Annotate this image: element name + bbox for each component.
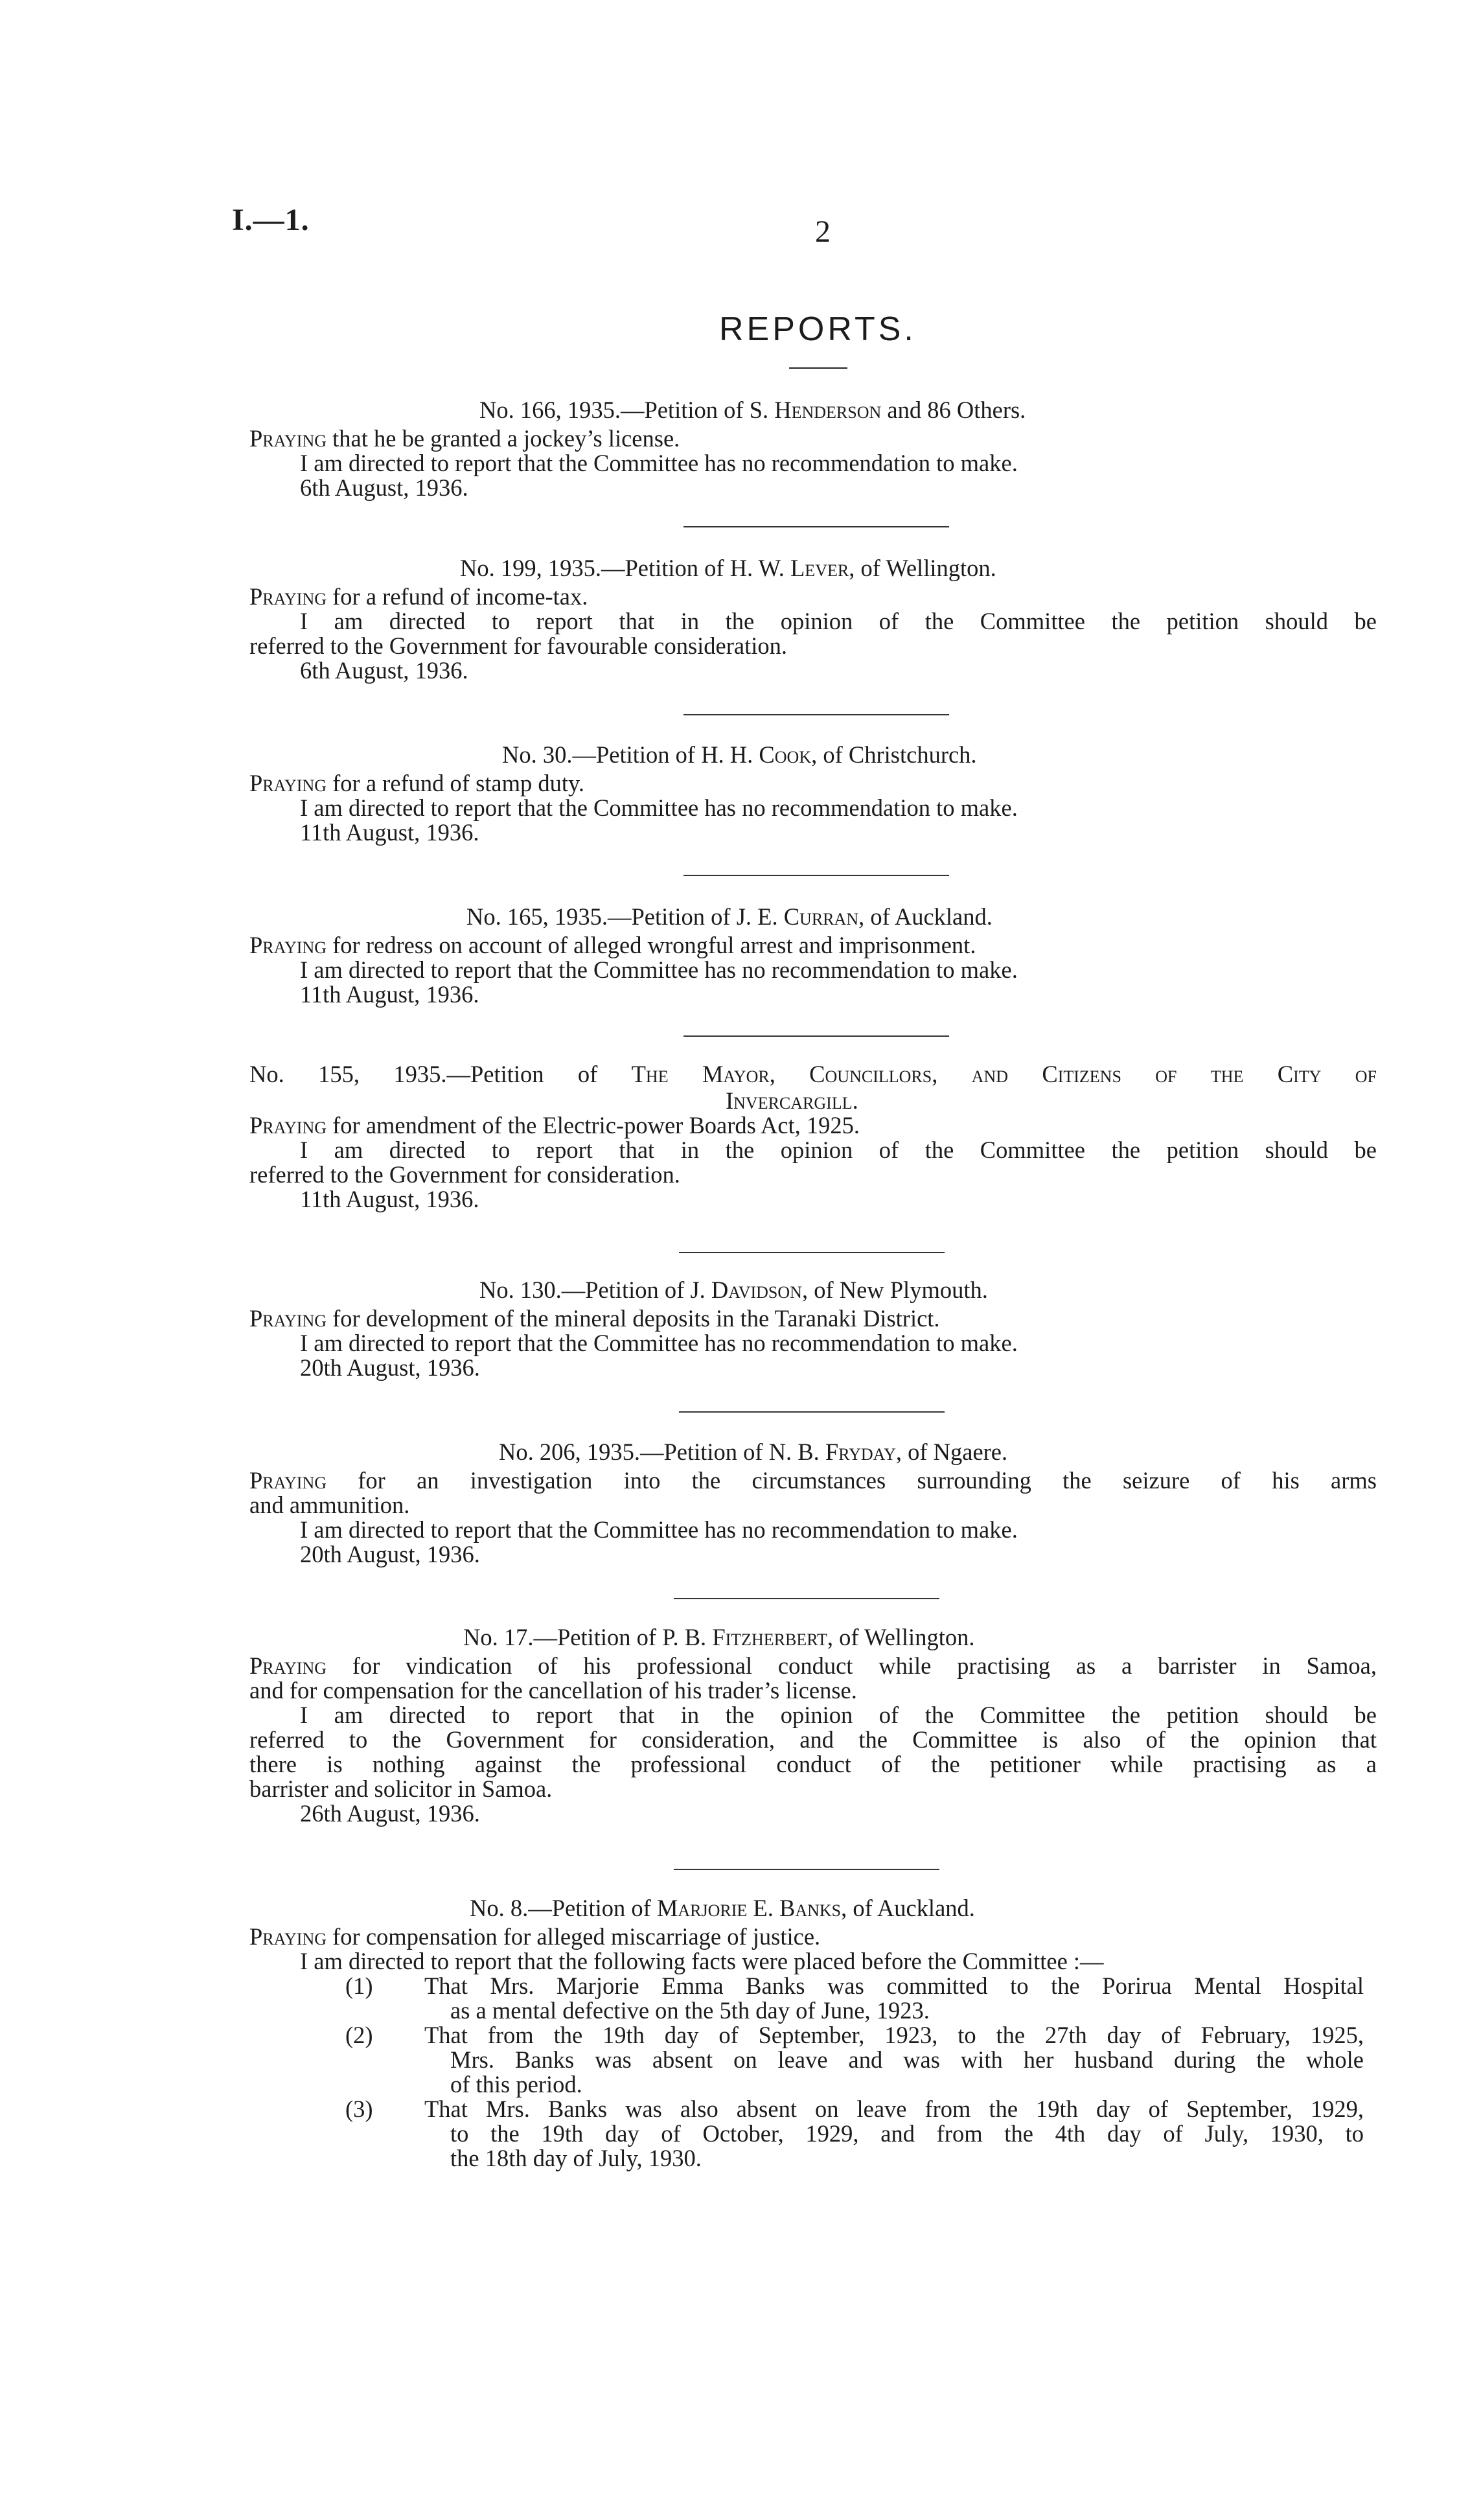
praying-line-cont: and for compensation for the cancellation of his trader’s license. [249,1677,857,1704]
document-code: I.—1. [232,203,310,237]
report-line: I am directed to report that the following facts were placed before the Committee :— [300,1948,1104,1974]
list-item-text: to the 19th day of October, 1929, and from the 4th day of July, 1930, to [450,2120,1364,2147]
page-number: 2 [815,214,831,249]
petitioner-name: Curran [783,903,859,930]
petition-heading: No. 130.—Petition of J. Davidson, of New Plymouth. [479,1277,988,1303]
praying-line: Praying that he be granted a jockey’s license. [249,425,680,452]
report-date: 20th August, 1936. [300,1541,480,1567]
list-item [249,1974,1377,2023]
petition-130 [249,1274,1377,1380]
list-item-number: (1) [345,1972,373,1999]
report-line: referred to the Government for consideration. [249,1161,680,1188]
report-line: I am directed to report that in the opinion of the Committee the petition should be [300,1702,1377,1728]
list-item-text: That Mrs. Banks was also absent on leave from the 19th day of September, 1929, [424,2096,1364,2122]
report-line: I am directed to report that in the opinion of the Committee the petition should be [300,1137,1377,1163]
report-date: 26th August, 1936. [300,1800,480,1827]
list-item-text: the 18th day of July, 1930. [450,2145,702,2171]
petitioner-name: Marjorie E. Banks [656,1895,842,1921]
praying-line-cont: and ammunition. [249,1492,410,1518]
report-line: I am directed to report that the Committee has no recommendation to make. [300,956,1018,983]
report-line: I am directed to report that in the opinion of the Committee the petition should be [300,608,1377,634]
report-line: there is nothing against the professional conduct of the petitioner while practising as a [249,1751,1377,1777]
section-rule [683,875,949,876]
report-line: I am directed to report that the Committee has no recommendation to make. [300,1516,1018,1543]
praying-line: Praying for vindication of his professional conduct while practising as a barrister in Samoa, [249,1652,1377,1679]
petition-165 [249,901,1377,1007]
list-item-text: That Mrs. Marjorie Emma Banks was committed to the Porirua Mental Hospital [424,1972,1364,1999]
petition-166 [249,394,1377,500]
praying-line: Praying for development of the mineral deposits in the Taranaki District. [249,1305,940,1332]
section-rule [679,1252,945,1253]
petition-155 [249,1060,1377,1212]
petition-199 [249,552,1377,683]
list-item-text: of this period. [450,2071,582,2098]
report-line: referred to the Government for favourable consideration. [249,632,788,659]
section-rule [674,1869,939,1870]
report-line: I am directed to report that the Committee has no recommendation to make. [300,450,1018,476]
petition-heading: No. 17.—Petition of P. B. Fitzherbert, of Wellington. [463,1624,975,1650]
section-rule [683,714,949,715]
report-date: 20th August, 1936. [300,1354,480,1381]
report-date: 11th August, 1936. [300,1186,479,1212]
page-title: REPORTS. [719,310,917,348]
petitioner-name-cont: Invercargill. [726,1087,858,1114]
petitioner-name: Davidson [711,1277,802,1303]
list-item-text: Mrs. Banks was absent on leave and was with her husband during the whole [450,2046,1364,2073]
report-date: 11th August, 1936. [300,819,479,846]
section-rule [683,526,949,527]
praying-line: Praying for redress on account of alleged wrongful arrest and imprisonment. [249,932,976,958]
section-rule [683,1035,949,1037]
petitioner-name: Fryday [825,1439,896,1465]
petition-heading: No. 8.—Petition of Marjorie E. Banks, of Auckland. [470,1895,975,1921]
list-item-text: That from the 19th day of September, 1923, to the 27th day of February, 1925, [424,2022,1364,2048]
petition-8 [249,1892,1377,2171]
praying-line: Praying for compensation for alleged miscarriage of justice. [249,1923,821,1950]
praying-line: Praying for a refund of stamp duty. [249,770,585,796]
list-item-number: (3) [345,2096,373,2122]
petition-30 [249,739,1377,845]
petition-heading: No. 155, 1935.—Petition of The Mayor, Councillors, and Citizens of the City of [249,1061,1377,1087]
petition-heading: No. 206, 1935.—Petition of N. B. Fryday, of Ngaere. [499,1439,1008,1465]
section-rule [679,1411,945,1413]
report-date: 11th August, 1936. [300,981,479,1008]
list-item-number: (2) [345,2022,373,2048]
petition-206 [249,1436,1377,1567]
praying-line: Praying for amendment of the Electric-power Boards Act, 1925. [249,1112,860,1139]
petition-17 [249,1621,1377,1826]
petitioner-name: Fitzherbert [712,1624,827,1650]
praying-line: Praying for an investigation into the circumstances surrounding the seizure of his arms [249,1467,1377,1494]
report-date: 6th August, 1936. [300,474,468,501]
title-rule [789,367,847,369]
petition-heading: No. 30.—Petition of H. H. Cook, of Christchurch. [502,741,977,768]
list-item [249,2023,1377,2097]
petition-heading: No. 166, 1935.—Petition of S. Henderson and 86 Others. [479,397,1026,423]
praying-line: Praying for a refund of income-tax. [249,583,588,610]
list-item [249,2097,1377,2171]
petitioner-name: Lever [790,555,849,581]
report-date: 6th August, 1936. [300,657,468,684]
petition-heading: No. 199, 1935.—Petition of H. W. Lever, of Wellington. [460,555,996,581]
list-item-text: as a mental defective on the 5th day of June, 1923. [450,1997,930,2024]
petition-heading: No. 165, 1935.—Petition of J. E. Curran, of Auckland. [466,903,993,930]
report-line: barrister and solicitor in Samoa. [249,1775,553,1802]
report-line: I am directed to report that the Committee has no recommendation to make. [300,794,1018,821]
petitioner-name: The Mayor, Councillors, and Citizens of the City of [631,1061,1377,1087]
report-line: referred to the Government for consideration, and the Committee is also of the opinion that [249,1726,1377,1753]
petitioner-name: S. Henderson [749,397,882,423]
report-line: I am directed to report that the Committee has no recommendation to make. [300,1330,1018,1356]
section-rule [674,1598,939,1599]
petitioner-name: Cook [759,741,812,768]
